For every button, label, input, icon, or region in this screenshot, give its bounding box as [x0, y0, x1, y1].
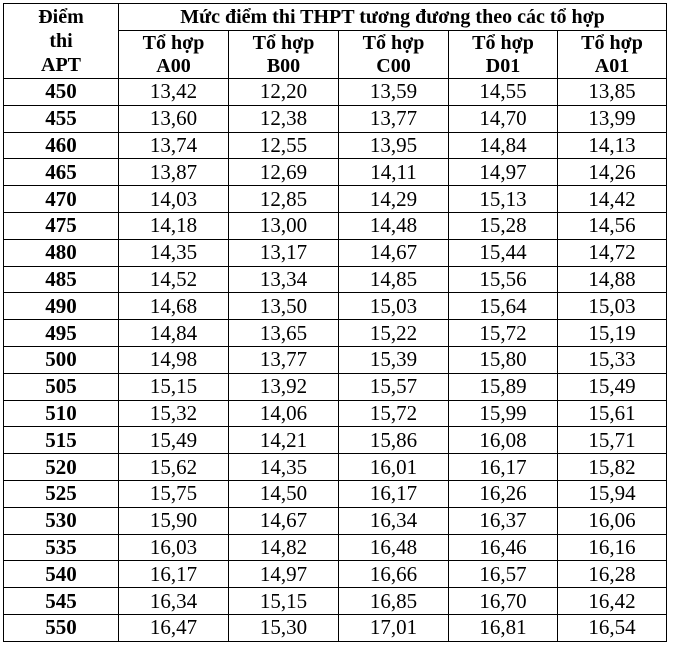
- equivalent-score-cell: 15,44: [449, 239, 558, 266]
- score-conversion-table: [3, 3, 667, 642]
- equivalent-score-cell: 16,47: [119, 614, 229, 641]
- equivalent-score-cell: 15,49: [558, 373, 667, 400]
- table-row: [4, 534, 667, 561]
- equivalent-score-cell: 14,06: [229, 400, 339, 427]
- apt-score-cell: 505: [4, 373, 119, 400]
- apt-score-cell: 535: [4, 534, 119, 561]
- apt-score-cell: 465: [4, 159, 119, 186]
- equivalent-score-cell: 12,69: [229, 159, 339, 186]
- combo-header-a00: [119, 31, 229, 79]
- equivalent-score-cell: 16,81: [449, 614, 558, 641]
- table-row: [4, 561, 667, 588]
- apt-score-cell: 480: [4, 239, 119, 266]
- apt-score-cell: 475: [4, 212, 119, 239]
- combo-header-code: B00: [266, 54, 301, 77]
- equivalent-score-cell: 16,70: [449, 588, 558, 615]
- apt-score-cell: 515: [4, 427, 119, 454]
- equivalent-score-cell: 14,84: [119, 320, 229, 347]
- equivalent-score-cell: 15,94: [558, 480, 667, 507]
- equivalent-score-cell: 14,52: [119, 266, 229, 293]
- apt-score-cell: 490: [4, 293, 119, 320]
- equivalent-score-cell: 14,26: [558, 159, 667, 186]
- equivalent-score-cell: 15,19: [558, 320, 667, 347]
- equivalent-score-cell: 16,26: [449, 480, 558, 507]
- equivalent-score-cell: 14,67: [339, 239, 449, 266]
- apt-score-cell: 550: [4, 614, 119, 641]
- equivalent-score-cell: 13,77: [339, 105, 449, 132]
- equivalent-score-cell: 16,01: [339, 454, 449, 481]
- equivalent-score-cell: 15,56: [449, 266, 558, 293]
- equivalent-score-cell: 16,16: [558, 534, 667, 561]
- equivalent-score-cell: 14,29: [339, 186, 449, 213]
- apt-score-cell: 540: [4, 561, 119, 588]
- equivalent-score-cell: 13,59: [339, 79, 449, 106]
- equivalent-score-group-header: Mức điểm thi THPT tương đương theo các tổ hợp: [119, 4, 667, 31]
- equivalent-score-cell: 14,21: [229, 427, 339, 454]
- apt-score-cell: 525: [4, 480, 119, 507]
- combo-header-label: Tổ hợp: [581, 31, 643, 54]
- equivalent-score-cell: 14,13: [558, 132, 667, 159]
- equivalent-score-cell: 15,57: [339, 373, 449, 400]
- equivalent-score-cell: 13,87: [119, 159, 229, 186]
- apt-header-line-3: APT: [41, 54, 81, 76]
- equivalent-score-cell: 14,56: [558, 212, 667, 239]
- equivalent-score-cell: 15,03: [558, 293, 667, 320]
- equivalent-score-cell: 15,64: [449, 293, 558, 320]
- table-row: [4, 454, 667, 481]
- apt-score-cell: 520: [4, 454, 119, 481]
- equivalent-score-cell: 15,15: [119, 373, 229, 400]
- equivalent-score-cell: 14,11: [339, 159, 449, 186]
- equivalent-score-cell: 14,67: [229, 507, 339, 534]
- apt-score-cell: 545: [4, 588, 119, 615]
- equivalent-score-cell: 13,92: [229, 373, 339, 400]
- equivalent-score-cell: 15,22: [339, 320, 449, 347]
- equivalent-score-cell: 15,72: [449, 320, 558, 347]
- equivalent-score-cell: 16,34: [339, 507, 449, 534]
- equivalent-score-cell: 13,34: [229, 266, 339, 293]
- equivalent-score-cell: 14,97: [229, 561, 339, 588]
- equivalent-score-cell: 15,13: [449, 186, 558, 213]
- apt-score-cell: 470: [4, 186, 119, 213]
- equivalent-score-cell: 16,34: [119, 588, 229, 615]
- combo-header-label: Tổ hợp: [362, 31, 425, 54]
- equivalent-score-cell: 15,39: [339, 346, 449, 373]
- equivalent-score-cell: 14,85: [339, 266, 449, 293]
- equivalent-score-cell: 15,62: [119, 454, 229, 481]
- equivalent-score-cell: 15,86: [339, 427, 449, 454]
- equivalent-score-cell: 14,03: [119, 186, 229, 213]
- table-row: [4, 132, 667, 159]
- apt-score-column-header: [4, 4, 119, 79]
- equivalent-score-cell: 16,17: [119, 561, 229, 588]
- apt-score-cell: 530: [4, 507, 119, 534]
- equivalent-score-cell: 15,28: [449, 212, 558, 239]
- table-row: [4, 507, 667, 534]
- equivalent-score-cell: 15,80: [449, 346, 558, 373]
- equivalent-score-cell: 17,01: [339, 614, 449, 641]
- equivalent-score-cell: 13,42: [119, 79, 229, 106]
- equivalent-score-cell: 16,46: [449, 534, 558, 561]
- equivalent-score-cell: 15,03: [339, 293, 449, 320]
- equivalent-score-cell: 16,06: [558, 507, 667, 534]
- equivalent-score-cell: 15,61: [558, 400, 667, 427]
- equivalent-score-cell: 16,48: [339, 534, 449, 561]
- equivalent-score-cell: 13,95: [339, 132, 449, 159]
- combo-header-label: Tổ hợp: [252, 31, 315, 54]
- equivalent-score-cell: 15,15: [229, 588, 339, 615]
- combo-header-b00: [229, 31, 339, 79]
- equivalent-score-cell: 12,38: [229, 105, 339, 132]
- equivalent-score-cell: 15,90: [119, 507, 229, 534]
- table-row: [4, 266, 667, 293]
- apt-score-cell: 495: [4, 320, 119, 347]
- equivalent-score-cell: 13,00: [229, 212, 339, 239]
- equivalent-score-cell: 14,18: [119, 212, 229, 239]
- apt-score-cell: 455: [4, 105, 119, 132]
- equivalent-score-cell: 12,85: [229, 186, 339, 213]
- table-row: [4, 614, 667, 641]
- equivalent-score-cell: 16,42: [558, 588, 667, 615]
- equivalent-score-cell: 13,77: [229, 346, 339, 373]
- equivalent-score-cell: 16,66: [339, 561, 449, 588]
- equivalent-score-cell: 13,85: [558, 79, 667, 106]
- table-row: [4, 480, 667, 507]
- table-row: [4, 346, 667, 373]
- table-row: [4, 293, 667, 320]
- equivalent-score-cell: 13,50: [229, 293, 339, 320]
- equivalent-score-cell: 15,72: [339, 400, 449, 427]
- equivalent-score-cell: 16,37: [449, 507, 558, 534]
- equivalent-score-cell: 16,17: [449, 454, 558, 481]
- table-row: [4, 400, 667, 427]
- equivalent-score-cell: 13,60: [119, 105, 229, 132]
- equivalent-score-cell: 16,54: [558, 614, 667, 641]
- equivalent-score-cell: 14,48: [339, 212, 449, 239]
- equivalent-score-cell: 14,98: [119, 346, 229, 373]
- table-row: [4, 79, 667, 106]
- equivalent-score-cell: 16,28: [558, 561, 667, 588]
- apt-score-cell: 450: [4, 79, 119, 106]
- equivalent-score-cell: 16,03: [119, 534, 229, 561]
- table-row: [4, 239, 667, 266]
- table-row: [4, 427, 667, 454]
- equivalent-score-cell: 16,57: [449, 561, 558, 588]
- equivalent-score-cell: 14,50: [229, 480, 339, 507]
- equivalent-score-cell: 13,74: [119, 132, 229, 159]
- combo-header-code: D01: [485, 54, 521, 77]
- equivalent-score-cell: 14,35: [229, 454, 339, 481]
- table-header: [4, 4, 667, 79]
- apt-score-cell: 510: [4, 400, 119, 427]
- table-body: [4, 79, 667, 642]
- combo-header-label: Tổ hợp: [142, 31, 205, 54]
- table-row: [4, 588, 667, 615]
- equivalent-score-cell: 15,75: [119, 480, 229, 507]
- combo-header-d01: [449, 31, 558, 79]
- equivalent-score-cell: 13,17: [229, 239, 339, 266]
- equivalent-score-cell: 16,17: [339, 480, 449, 507]
- equivalent-score-cell: 12,20: [229, 79, 339, 106]
- equivalent-score-cell: 14,82: [229, 534, 339, 561]
- equivalent-score-cell: 14,55: [449, 79, 558, 106]
- table-row: [4, 186, 667, 213]
- equivalent-score-cell: 15,33: [558, 346, 667, 373]
- equivalent-score-cell: 13,65: [229, 320, 339, 347]
- apt-header-line-1: Điểm: [38, 6, 84, 28]
- equivalent-score-cell: 16,08: [449, 427, 558, 454]
- equivalent-score-cell: 14,68: [119, 293, 229, 320]
- combo-header-c00: [339, 31, 449, 79]
- apt-header-line-2: thi: [49, 30, 73, 52]
- equivalent-score-cell: 15,32: [119, 400, 229, 427]
- equivalent-score-cell: 15,49: [119, 427, 229, 454]
- apt-score-cell: 500: [4, 346, 119, 373]
- header-row-top: [4, 4, 667, 31]
- equivalent-score-cell: 14,42: [558, 186, 667, 213]
- equivalent-score-cell: 15,71: [558, 427, 667, 454]
- table-row: [4, 212, 667, 239]
- equivalent-score-cell: 14,70: [449, 105, 558, 132]
- equivalent-score-cell: 14,35: [119, 239, 229, 266]
- combo-header-code: A00: [156, 54, 191, 77]
- equivalent-score-cell: 14,72: [558, 239, 667, 266]
- apt-score-cell: 485: [4, 266, 119, 293]
- table-row: [4, 105, 667, 132]
- equivalent-score-cell: 14,84: [449, 132, 558, 159]
- combo-header-a01: [558, 31, 667, 79]
- combo-header-code: C00: [376, 54, 411, 77]
- apt-score-cell: 460: [4, 132, 119, 159]
- equivalent-score-cell: 15,30: [229, 614, 339, 641]
- equivalent-score-cell: 13,99: [558, 105, 667, 132]
- table-row: [4, 320, 667, 347]
- combo-header-code: A01: [594, 54, 630, 77]
- equivalent-score-cell: 14,88: [558, 266, 667, 293]
- table-row: [4, 159, 667, 186]
- combo-header-label: Tổ hợp: [472, 31, 534, 54]
- equivalent-score-cell: 12,55: [229, 132, 339, 159]
- equivalent-score-cell: 15,99: [449, 400, 558, 427]
- equivalent-score-cell: 15,82: [558, 454, 667, 481]
- table-row: [4, 373, 667, 400]
- equivalent-score-cell: 14,97: [449, 159, 558, 186]
- equivalent-score-cell: 15,89: [449, 373, 558, 400]
- score-conversion-table-container: [3, 3, 666, 646]
- equivalent-score-cell: 16,85: [339, 588, 449, 615]
